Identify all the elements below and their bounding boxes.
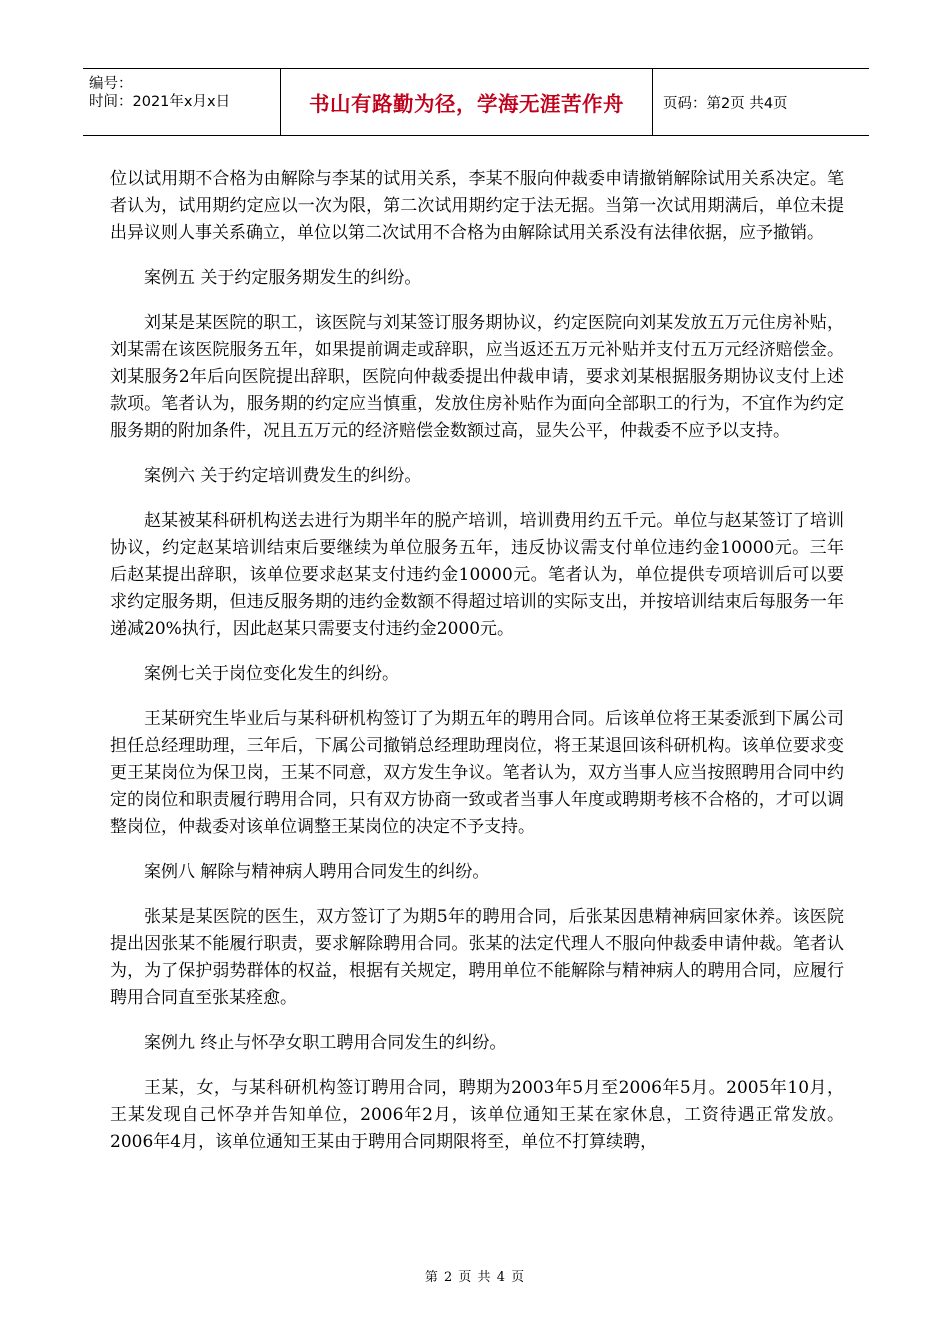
case-heading-7: 案例七关于岗位变化发生的纠纷。 [144,664,399,684]
case-paragraph-6: 赵某被某科研机构送去进行为期半年的脱产培训，培训费用约五千元。单位与赵某签订了培训协议，约定赵某培训结束后要继续为单位服务五年，违反协议需支付单位违约金10000元。三年后赵某提出辞职，该单位要求赵某支付违约金10000元。笔者认为，单位提供专项培训后可以要求约定服务期，但违反服务期的违约金数额不得超过培训的实际支出，并按培训结束后每服务一年递减20%执行，因此赵某只需要支付违约金2000元。 [110,511,844,639]
case-heading-5: 案例五 关于约定服务期发生的纠纷。 [144,268,422,288]
case-paragraph-9: 王某，女，与某科研机构签订聘用合同，聘期为2003年5月至2006年5月。2005年10月，王某发现自己怀孕并告知单位，2006年2月，该单位通知王某在家休息，工资待遇正常发放。2006年4月，该单位通知王某由于聘用合同期限将至，单位不打算续聘， [110,1078,844,1152]
case-paragraph-8: 张某是某医院的医生，双方签订了为期5年的聘用合同，后张某因患精神病回家休养。该医院提出因张某不能履行职责，要求解除聘用合同。张某的法定代理人不服向仲裁委申请仲裁。笔者认为，为了保护弱势群体的权益，根据有关规定，聘用单位不能解除与精神病人的聘用合同，应履行聘用合同直至张某痊愈。 [110,907,844,1008]
document-body [110,166,844,1156]
header-motto: 书山有路勤为径，学海无涯苦作舟 [281,69,653,135]
page-footer: 第 2 页 共 4 页 [424,1270,526,1285]
header-page-number: 页码：第2页 共4页 [663,95,788,112]
case-heading-9: 案例九 终止与怀孕女职工聘用合同发生的纠纷。 [144,1033,507,1053]
paragraph-continued: 位以试用期不合格为由解除与李某的试用关系，李某不服向仲裁委申请撤销解除试用关系决定。笔者认为，试用期约定应以一次为限，第二次试用期约定于法无据。当第一次试用期满后，单位未提出异议则人事关系确立，单位以第二次试用不合格为由解除试用关系没有法律依据，应予撤销。 [110,169,844,243]
case-heading-8: 案例八 解除与精神病人聘用合同发生的纠纷。 [144,862,490,882]
document-date: 时间：2021年x月x日 [89,94,231,110]
case-paragraph-5: 刘某是某医院的职工，该医院与刘某签订服务期协议，约定医院向刘某发放五万元住房补贴，刘某需在该医院服务五年，如果提前调走或辞职，应当返还五万元补贴并支付五万元经济赔偿金。刘某服务2年后向医院提出辞职，医院向仲裁委提出仲裁申请，要求刘某根据服务期协议支付上述款项。笔者认为，服务期的约定应当慎重，发放住房补贴作为面向全部职工的行为，不宜作为约定服务期的附加条件，况且五万元的经济赔偿金数额过高，显失公平，仲裁委不应予以支持。 [110,313,844,441]
case-heading-6: 案例六 关于约定培训费发生的纠纷。 [144,466,422,486]
page-header [83,68,869,136]
document-number: 编号： [89,76,133,92]
case-paragraph-7: 王某研究生毕业后与某科研机构签订了为期五年的聘用合同。后该单位将王某委派到下属公司担任总经理助理，三年后，下属公司撤销总经理助理岗位，将王某退回该科研机构。该单位要求变更王某岗位为保卫岗，王某不同意，双方发生争议。笔者认为，双方当事人应当按照聘用合同中约定的岗位和职责履行聘用合同，只有双方协商一致或者当事人年度或聘期考核不合格的，才可以调整岗位，仲裁委对该单位调整王某岗位的决定不予支持。 [110,709,844,837]
header-meta [83,69,281,135]
